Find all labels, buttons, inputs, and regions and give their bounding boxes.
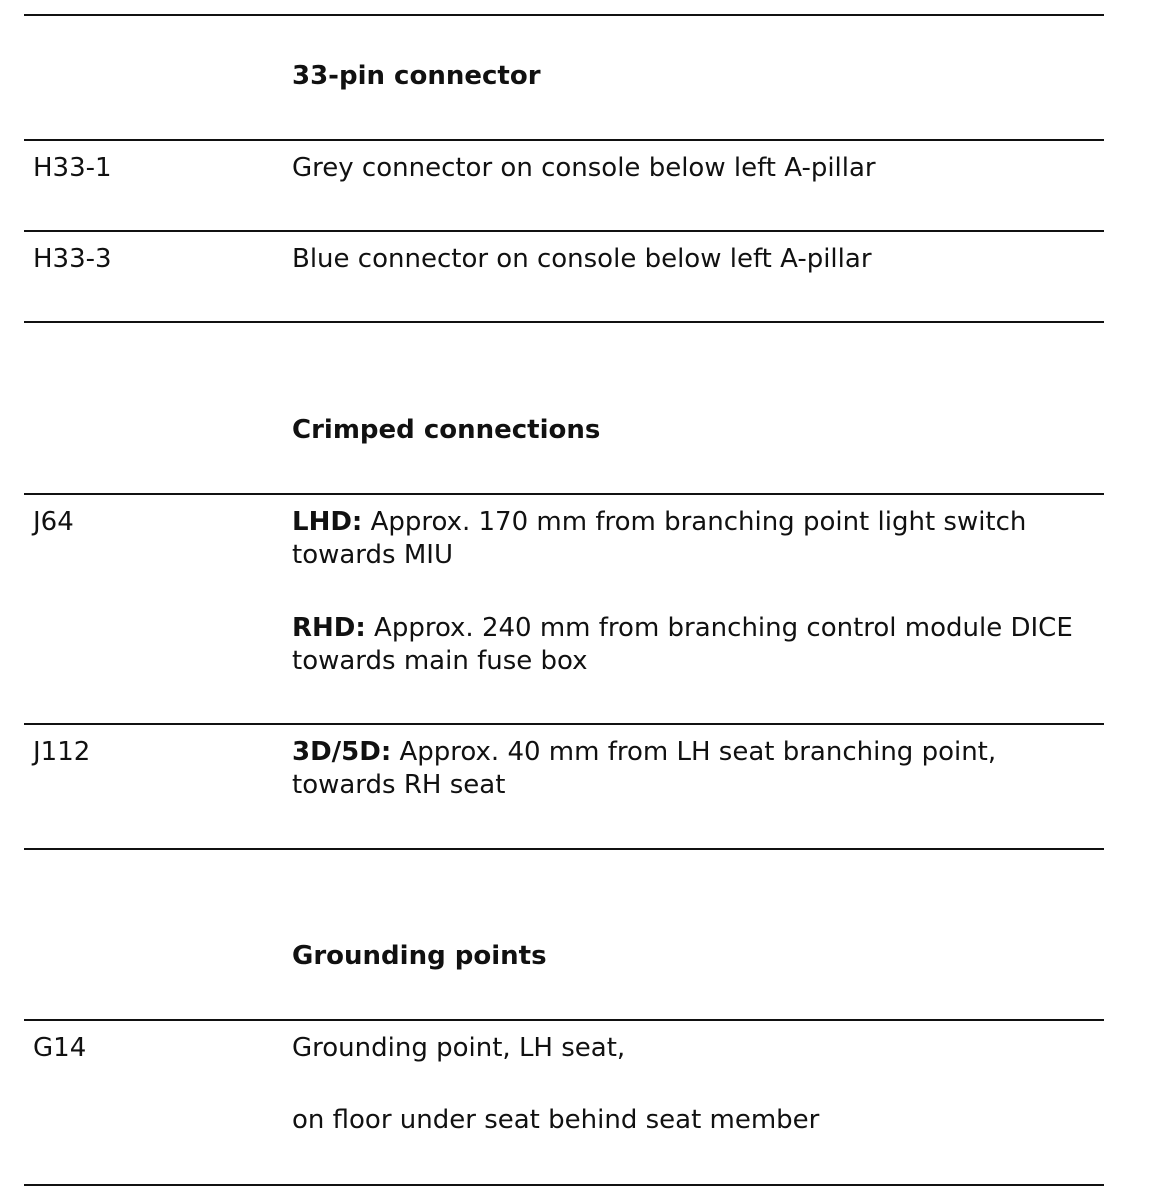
section-heading-33-pin-connector: 33-pin connector	[292, 61, 541, 91]
table-rule	[24, 230, 1104, 232]
row-code-h33-1: H33-1	[33, 153, 112, 183]
table-rule	[24, 1019, 1104, 1021]
row-desc-g14-line1: Grounding point, LH seat,	[292, 1033, 626, 1063]
3d-5d-text: Approx. 40 mm from LH seat branching point, towards RH seat	[292, 737, 997, 800]
row-code-g14: G14	[33, 1033, 87, 1063]
section-heading-grounding-points: Grounding points	[292, 941, 547, 971]
row-desc-h33-1: Grey connector on console below left A-pillar	[292, 153, 876, 183]
table-rule-bottom	[24, 1184, 1104, 1186]
table-rule	[24, 493, 1104, 495]
rhd-text: Approx. 240 mm from branching control module DICE towards main fuse box	[292, 613, 1073, 676]
table-rule	[24, 848, 1104, 850]
row-desc-j64-rhd	[292, 612, 1102, 678]
table-rule-top	[24, 14, 1104, 16]
row-code-j112: J112	[33, 737, 91, 767]
table-rule	[24, 321, 1104, 323]
row-desc-h33-3: Blue connector on console below left A-pillar	[292, 244, 872, 274]
row-desc-j64-lhd	[292, 506, 1102, 572]
row-code-h33-3: H33-3	[33, 244, 112, 274]
row-code-j64: J64	[33, 507, 74, 537]
table-rule	[24, 723, 1104, 725]
row-desc-j112	[292, 736, 1102, 802]
table-rule	[24, 139, 1104, 141]
lhd-text: Approx. 170 mm from branching point light switch towards MIU	[292, 507, 1027, 570]
lhd-label: LHD:	[292, 507, 363, 537]
rhd-label: RHD:	[292, 613, 366, 643]
section-heading-crimped-connections: Crimped connections	[292, 415, 601, 445]
3d-5d-label: 3D/5D:	[292, 737, 392, 767]
row-desc-g14-line2: on floor under seat behind seat member	[292, 1105, 820, 1135]
